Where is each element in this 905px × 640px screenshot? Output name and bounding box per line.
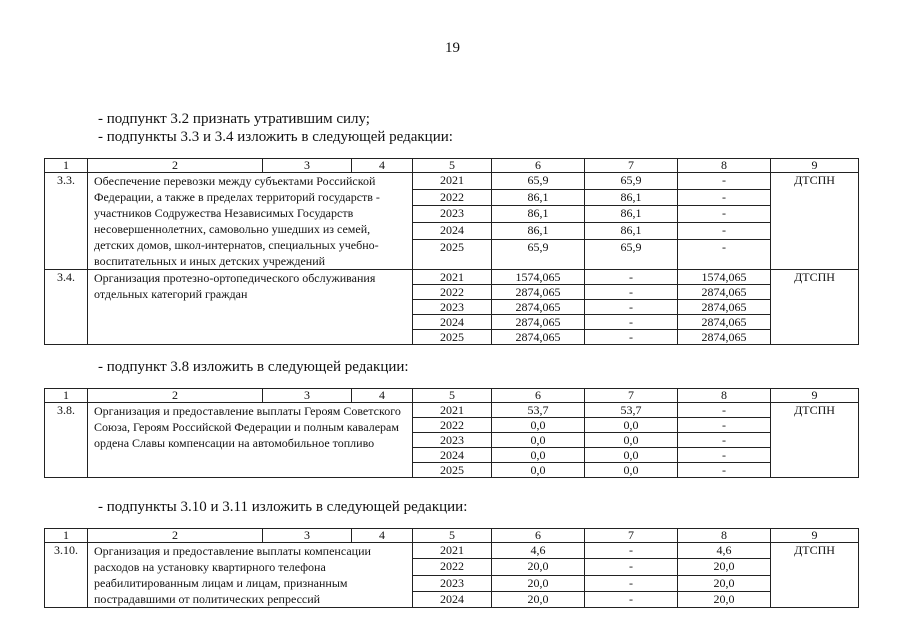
col8-cell: 4,6 <box>678 543 771 559</box>
col7-cell: 0,0 <box>585 433 678 448</box>
year-cell: 2021 <box>413 173 492 190</box>
col6-cell: 65,9 <box>492 173 585 190</box>
paragraph-3-8-intro: - подпункт 3.8 изложить в следующей редакции: <box>98 359 409 375</box>
header-col-8: 8 <box>678 529 771 543</box>
col8-cell: - <box>678 223 771 240</box>
item-description: Организация и предоставление выплаты компенсации расходов на установку квартирного телефона реабилитированным лицам и лицам, признанным пострадавшими от политических репрессий <box>88 543 413 608</box>
col7-cell: 65,9 <box>585 173 678 190</box>
col6-cell: 86,1 <box>492 223 585 240</box>
year-cell: 2022 <box>413 189 492 206</box>
table-header-row <box>45 159 859 173</box>
col8-cell: 2874,065 <box>678 285 771 300</box>
col8-cell: - <box>678 433 771 448</box>
item-number: 3.3. <box>45 173 88 270</box>
header-col-1: 1 <box>45 389 88 403</box>
col7-cell: - <box>585 300 678 315</box>
col6-cell: 0,0 <box>492 463 585 478</box>
col7-cell: 65,9 <box>585 239 678 269</box>
col6-cell: 0,0 <box>492 418 585 433</box>
year-cell: 2023 <box>413 575 492 591</box>
col6-cell: 2874,065 <box>492 300 585 315</box>
col7-cell: 53,7 <box>585 403 678 418</box>
item-description: Организация протезно-ортопедического обслуживания отдельных категорий граждан <box>88 270 413 345</box>
header-col-9: 9 <box>771 159 859 173</box>
col6-cell: 2874,065 <box>492 315 585 330</box>
col8-cell: - <box>678 418 771 433</box>
col7-cell: - <box>585 559 678 575</box>
year-cell: 2024 <box>413 448 492 463</box>
col8-cell: 20,0 <box>678 591 771 607</box>
paragraph-3-2-repeal: - подпункт 3.2 признать утратившим силу; <box>98 111 370 127</box>
executor-cell: ДТСПН <box>771 403 859 478</box>
header-col-7: 7 <box>585 159 678 173</box>
year-cell: 2025 <box>413 239 492 269</box>
executor-cell: ДТСПН <box>771 543 859 608</box>
col7-cell: - <box>585 575 678 591</box>
table-row <box>45 173 859 190</box>
paragraph-3-3-3-4-intro: - подпункты 3.3 и 3.4 изложить в следующей редакции: <box>98 129 453 145</box>
col6-cell: 0,0 <box>492 433 585 448</box>
page-number: 19 <box>445 40 460 56</box>
year-cell: 2023 <box>413 206 492 223</box>
header-col-5: 5 <box>413 389 492 403</box>
table-header-row <box>45 529 859 543</box>
header-col-4: 4 <box>352 389 413 403</box>
header-col-6: 6 <box>492 159 585 173</box>
col8-cell: 20,0 <box>678 575 771 591</box>
header-col-2: 2 <box>88 389 263 403</box>
col6-cell: 2874,065 <box>492 330 585 345</box>
year-cell: 2021 <box>413 403 492 418</box>
col6-cell: 65,9 <box>492 239 585 269</box>
table-item-3-8 <box>44 388 859 478</box>
table-row <box>45 543 859 559</box>
col7-cell: 86,1 <box>585 223 678 240</box>
col8-cell: - <box>678 189 771 206</box>
year-cell: 2021 <box>413 543 492 559</box>
header-col-1: 1 <box>45 529 88 543</box>
year-cell: 2022 <box>413 285 492 300</box>
col7-cell: - <box>585 543 678 559</box>
year-cell: 2024 <box>413 315 492 330</box>
col8-cell: 20,0 <box>678 559 771 575</box>
header-col-9: 9 <box>771 389 859 403</box>
header-col-7: 7 <box>585 529 678 543</box>
col6-cell: 86,1 <box>492 189 585 206</box>
col7-cell: - <box>585 591 678 607</box>
table-row <box>45 403 859 418</box>
paragraph-3-10-3-11-intro: - подпункты 3.10 и 3.11 изложить в следующей редакции: <box>98 499 468 515</box>
col7-cell: - <box>585 270 678 285</box>
header-col-8: 8 <box>678 159 771 173</box>
header-col-7: 7 <box>585 389 678 403</box>
item-number: 3.8. <box>45 403 88 478</box>
table-row <box>45 270 859 285</box>
header-col-3: 3 <box>263 159 352 173</box>
header-col-1: 1 <box>45 159 88 173</box>
col8-cell: 2874,065 <box>678 315 771 330</box>
col6-cell: 20,0 <box>492 575 585 591</box>
col6-cell: 20,0 <box>492 559 585 575</box>
year-cell: 2025 <box>413 330 492 345</box>
col8-cell: - <box>678 448 771 463</box>
item-description: Организация и предоставление выплаты Героям Советского Союза, Героям Российской Федерации и полным кавалерам ордена Славы компенсации на автомобильное топливо <box>88 403 413 478</box>
year-cell: 2024 <box>413 223 492 240</box>
header-col-5: 5 <box>413 529 492 543</box>
year-cell: 2022 <box>413 418 492 433</box>
col7-cell: - <box>585 330 678 345</box>
col6-cell: 4,6 <box>492 543 585 559</box>
year-cell: 2025 <box>413 463 492 478</box>
year-cell: 2024 <box>413 591 492 607</box>
col7-cell: - <box>585 285 678 300</box>
header-col-3: 3 <box>263 389 352 403</box>
col6-cell: 0,0 <box>492 448 585 463</box>
col8-cell: - <box>678 403 771 418</box>
col7-cell: 0,0 <box>585 418 678 433</box>
header-col-3: 3 <box>263 529 352 543</box>
header-col-8: 8 <box>678 389 771 403</box>
col8-cell: 2874,065 <box>678 300 771 315</box>
col8-cell: - <box>678 173 771 190</box>
year-cell: 2021 <box>413 270 492 285</box>
col7-cell: 86,1 <box>585 189 678 206</box>
table-items-3-3-3-4 <box>44 158 859 345</box>
header-col-2: 2 <box>88 529 263 543</box>
table-item-3-10 <box>44 528 859 608</box>
year-cell: 2022 <box>413 559 492 575</box>
col8-cell: - <box>678 239 771 269</box>
col7-cell: 0,0 <box>585 463 678 478</box>
executor-cell: ДТСПН <box>771 270 859 345</box>
item-description: Обеспечение перевозки между субъектами Российской Федерации, а также в пределах территорий государств - участников Содружества Независимых Государств несовершеннолетних, самовольно ушедших из семей, детских домов, школ-интернатов, специальных учебно-воспитательных и иных детских учреждений <box>88 173 413 270</box>
header-col-6: 6 <box>492 389 585 403</box>
col6-cell: 2874,065 <box>492 285 585 300</box>
header-col-5: 5 <box>413 159 492 173</box>
col8-cell: 1574,065 <box>678 270 771 285</box>
col7-cell: - <box>585 315 678 330</box>
col6-cell: 20,0 <box>492 591 585 607</box>
header-col-4: 4 <box>352 159 413 173</box>
executor-cell: ДТСПН <box>771 173 859 270</box>
col7-cell: 0,0 <box>585 448 678 463</box>
col7-cell: 86,1 <box>585 206 678 223</box>
header-col-2: 2 <box>88 159 263 173</box>
col6-cell: 86,1 <box>492 206 585 223</box>
col8-cell: - <box>678 463 771 478</box>
table-header-row <box>45 389 859 403</box>
col8-cell: - <box>678 206 771 223</box>
header-col-6: 6 <box>492 529 585 543</box>
year-cell: 2023 <box>413 433 492 448</box>
col6-cell: 1574,065 <box>492 270 585 285</box>
col8-cell: 2874,065 <box>678 330 771 345</box>
item-number: 3.10. <box>45 543 88 608</box>
col6-cell: 53,7 <box>492 403 585 418</box>
item-number: 3.4. <box>45 270 88 345</box>
header-col-4: 4 <box>352 529 413 543</box>
year-cell: 2023 <box>413 300 492 315</box>
header-col-9: 9 <box>771 529 859 543</box>
